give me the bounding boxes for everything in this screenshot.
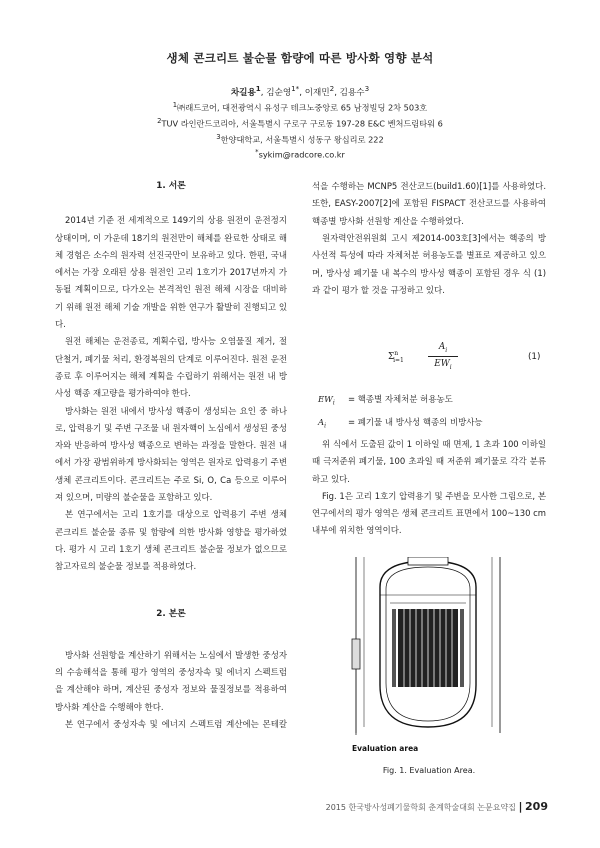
body-paragraph-5: Fig. 1은 고리 1호기 압력용기 및 주변을 모사한 그림으로, 본 연구에서의 평가 영역은 생체 콘크리트 표면에서 100~130 cm 내부에 위치한 영역이다. bbox=[312, 490, 546, 536]
affiliation-3 bbox=[0, 133, 600, 146]
figure-caption: Fig. 1. Evaluation Area. bbox=[382, 766, 476, 775]
definition-a bbox=[318, 413, 483, 436]
author-3: 이재민 bbox=[304, 87, 330, 98]
sigma-lower: i=1 bbox=[393, 356, 404, 364]
section-heading-intro: 1. 서론 bbox=[156, 181, 186, 191]
paper-title: 생체 콘크리트 불순물 함량에 따른 방사화 영향 분석 bbox=[166, 51, 434, 65]
author-3-sup: 2 bbox=[329, 84, 335, 93]
intro-paragraph-2: 원전 해체는 운전종료, 계획수립, 방사능 오염물질 제거, 절단철거, 폐기물 처리, 환경복원의 단계로 이루어진다. 원전 운전종료 후 이루어지는 해체 계획을 수립하기 위해서는 원전 내 방사성 핵종 재고량을 평가하여야 한다. bbox=[55, 336, 287, 399]
affiliation-text: TUV 라인란드코리아, 서울특별시 구로구 구로동 197-28 E&C 벤처드림타워 6 bbox=[161, 118, 443, 129]
def-sub: i bbox=[324, 422, 327, 430]
author-email bbox=[0, 148, 600, 160]
fraction-denominator bbox=[428, 359, 458, 371]
author-2: 김순영 bbox=[266, 87, 292, 98]
equation-1 bbox=[388, 340, 548, 376]
denominator-symbol: EW bbox=[434, 358, 450, 369]
body-paragraph-2-cont: 석을 수행하는 MCNP5 전산코드(build1.60)[1]를 사용하였다. 또한, EASY-2007[2]에 포함된 FISPACT 전산코드를 사용하여 핵종별 방사화 선원항 계산을 수행하였다. bbox=[312, 181, 546, 226]
body-paragraph-4: 위 식에서 도출된 값이 1 이하일 때 면제, 1 초과 100 이하일 때 극저준위 폐기물, 100 초과일 때 저준위 폐기물로 각각 분류하고 있다. bbox=[312, 439, 546, 484]
affiliation-sup: 1 bbox=[172, 101, 178, 109]
right-column-top bbox=[312, 178, 546, 299]
sigma-symbol bbox=[388, 350, 404, 364]
definition-ew bbox=[318, 390, 483, 413]
def-text: = 폐기물 내 방사성 핵종의 비방사능 bbox=[348, 416, 483, 427]
def-sub: i bbox=[332, 399, 335, 407]
equation-definitions bbox=[318, 390, 483, 435]
fraction-numerator bbox=[428, 342, 458, 354]
body-paragraph-2-start: 본 연구에서 중성자속 및 에너지 스펙트럼 계산에는 몬테칼 bbox=[65, 719, 287, 730]
intro-paragraph-3: 방사화는 원전 내에서 방사성 핵종이 생성되는 요인 중 하나로, 압력용기 및 주변 구조물 내 원자핵이 노심에서 생성된 중성자와 반응하여 방사성 핵종으로 변하는 과정을 말한다. 원전 내에서 가장 광범위하게 방사화되는 영역은 원자로 압력용기 주변 생체 콘크리트이다. 콘크리트는 주로 Si, O, Ca 등으로 이루어져 있으며, 미량의 불순물을 포함하고 있다. bbox=[55, 405, 287, 503]
numerator-index: i bbox=[445, 346, 448, 354]
author-sep: , bbox=[334, 87, 340, 98]
affiliation-text: ㈜래드코어, 대전광역시 유성구 테크노중앙로 65 남정빌딩 2차 503호 bbox=[177, 102, 428, 113]
sigma-upper: n bbox=[394, 350, 399, 357]
equation-number: (1) bbox=[528, 352, 541, 362]
affiliation-text: 한양대학교, 서울특별시 성동구 왕십리로 222 bbox=[220, 134, 384, 145]
footer-separator: | bbox=[518, 800, 523, 813]
reactor-core bbox=[392, 609, 464, 687]
vessel-head-nozzle bbox=[408, 557, 448, 565]
page-number: 209 bbox=[525, 800, 548, 813]
section-heading-body: 2. 본론 bbox=[156, 608, 186, 619]
reactor-figure bbox=[350, 557, 506, 759]
evaluation-area-box bbox=[352, 639, 360, 669]
email-text: sykim@radcore.co.kr bbox=[258, 149, 345, 160]
def-symbol: A bbox=[318, 416, 325, 427]
evaluation-area-marker bbox=[352, 639, 360, 735]
right-column-bottom bbox=[312, 436, 546, 540]
evaluation-area-label: Evaluation area bbox=[352, 744, 419, 753]
numerator-symbol: A bbox=[438, 342, 446, 352]
left-column bbox=[55, 178, 287, 733]
affiliation-1 bbox=[0, 101, 600, 114]
page-footer bbox=[326, 800, 548, 813]
def-symbol: EW bbox=[318, 394, 333, 404]
affiliation-2 bbox=[0, 117, 600, 130]
author-sep: , bbox=[299, 87, 305, 98]
author-2-sup: 1* bbox=[291, 84, 300, 93]
intro-paragraph-4: 본 연구에서는 고리 1호기를 대상으로 압력용기 주변 생체 콘크리트 불순물 종류 및 함량에 의한 방사화 영향을 평가하였다. 평가 시 고리 1호기 생체 콘크리트 불순물 정보가 없으므로 참고자료의 불순물 정보를 적용하였다. bbox=[55, 509, 287, 572]
affiliation-sup: 2 bbox=[157, 117, 162, 125]
intro-paragraph-1: 2014년 기준 전 세계적으로 149기의 상용 원전이 운전정지 상태이며, 이 가운데 18기의 원전만이 해체를 완료한 상태로 해체 경험은 소수의 원자력 선진국만이 보유하고 있다. 한편, 국내에서는 가장 오래된 상용 원전인 고리 1호기가 2017년까지 가동될 계획이므로, 다가오는 본격적인 원전 해체 시장을 대비하기 위해 원전 해체 기술 개발을 위한 연구가 활발히 진행되고 있다. bbox=[55, 215, 287, 330]
equation-fraction bbox=[428, 342, 458, 371]
footer-text: 2015 한국방사성폐기물학회 춘계학술대회 논문요약집 bbox=[325, 803, 516, 812]
body-paragraph-3: 원자력안전위원회 고시 제2014-003호[3]에서는 핵종의 방사선적 특성에 따라 자체처분 허용농도를 별표로 제공하고 있으며, 방사성 폐기물 내 복수의 방사성 핵종이 포함된 경우 식 (1)과 같이 평가 할 것을 규정하고 있다. bbox=[312, 233, 546, 295]
sigma-glyph: Σ bbox=[388, 351, 395, 362]
author-sep: , bbox=[260, 87, 267, 98]
author-4-sup: 3 bbox=[364, 84, 370, 93]
affiliation-sup: 3 bbox=[216, 133, 221, 141]
body-paragraph-1: 방사화 선원항을 계산하기 위해서는 노심에서 발생한 중성자의 수송해석을 통해 평가 영역의 중성자속 및 에너지 스펙트럼을 계산해야 하며, 계산된 중성자 정보와 물질정보를 적용하여 방사화 계산을 수행해야 한다. bbox=[55, 649, 287, 712]
author-1-sup: 1 bbox=[255, 84, 261, 93]
denominator-index: i bbox=[449, 363, 452, 371]
author-1: 차길용 bbox=[230, 87, 256, 98]
affiliation-sup: * bbox=[255, 148, 259, 156]
author-list bbox=[0, 84, 600, 98]
def-text: = 핵종별 자체처분 허용농도 bbox=[348, 394, 453, 404]
author-4: 김용수 bbox=[339, 87, 365, 98]
